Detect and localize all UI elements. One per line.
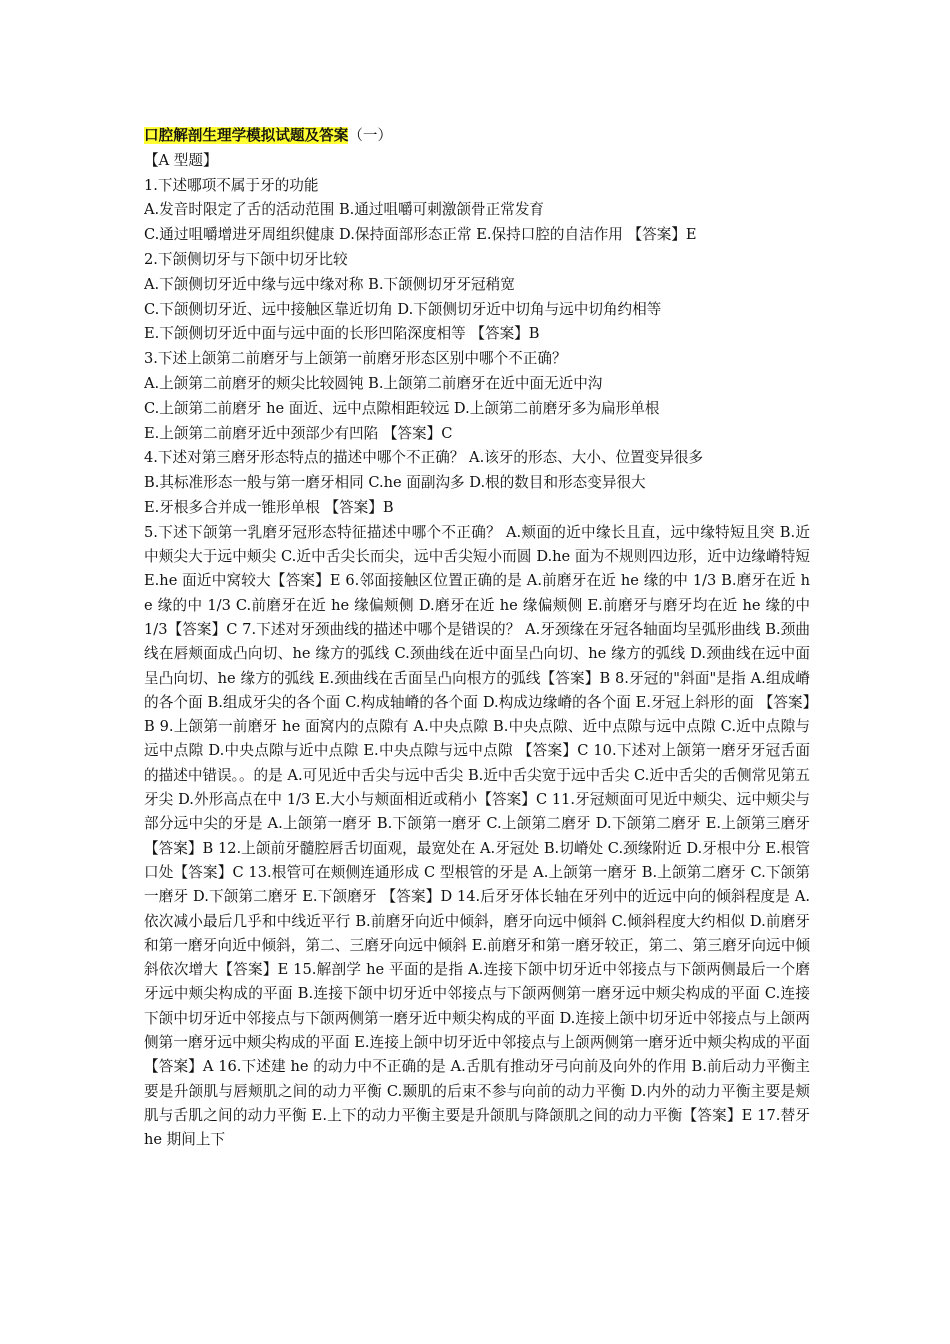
question-line: 2.下颌侧切牙与下颌中切牙比较: [144, 250, 348, 268]
document-title: [144, 124, 810, 149]
question-line: C.下颌侧切牙近、远中接触区靠近切角 D.下颌侧切牙近中切角与远中切角约相等: [144, 300, 662, 318]
question-line: 4.下述对第三磨牙形态特点的描述中哪个不正确？ A.该牙的形态、大小、位置变异很多: [144, 449, 704, 467]
question-line: A.发音时限定了舌的活动范围 B.通过咀嚼可刺激颌骨正常发育: [144, 201, 545, 219]
question-line: E.下颌侧切牙近中面与远中面的长形凹陷深度相等 【答案】B: [144, 325, 540, 343]
question-line: C.上颌第二前磨牙 he 面近、远中点隙相距较远 D.上颌第二前磨牙多为扁形单根: [144, 399, 660, 417]
question-line: 1.下述哪项不属于牙的功能: [144, 176, 319, 194]
question-line: B.其标准形态一般与第一磨牙相同 C.he 面副沟多 D.根的数目和形态变异很大: [144, 474, 646, 492]
question-paragraph: [144, 521, 810, 1153]
question-line: E.上颌第二前磨牙近中颈部少有凹陷 【答案】C: [144, 424, 453, 442]
section-heading: 【A 型题】: [144, 151, 218, 169]
title-suffix: （一）: [348, 127, 393, 144]
document-page: [144, 124, 810, 1152]
question-line: 3.下述上颌第二前磨牙与上颌第一前磨牙形态区别中哪个不正确？: [144, 350, 567, 368]
question-line: A.下颌侧切牙近中缘与远中缘对称 B.下颌侧切牙牙冠稍宽: [144, 275, 515, 293]
question-line: C.通过咀嚼增进牙周组织健康 D.保持面部形态正常 E.保持口腔的自洁作用 【答案】E: [144, 226, 697, 244]
question-paragraph-text: 5.下述下颌第一乳磨牙冠形态特征描述中哪个不正确？ A.颊面的近中缘长且直，远中缘特短且突 B.近中颊尖大于远中颊尖 C.近中舌尖长而尖，远中舌尖短小而圆 D.he 面为不规则四边形，近中边缘嵴特短 E.he 面近中窝较大【答案】E 6.邻面接触区位置正确的是 A.前磨牙在近 he 缘的中 1/3 B.磨牙在近 he 缘的中 1/3 C.前磨牙在近 he 缘偏颊侧 D.磨牙在近 he 缘偏颊侧 E.前磨牙与磨牙均在近 he 缘的中 1/3【答案】C 7.下述对牙颈曲线的描述中哪个是错误的？ A.牙颈缘在牙冠各轴面均呈弧形曲线 B.颈曲线在唇颊面成凸向切、he 缘方的弧线 C.颈曲线在近中面呈凸向切、he 缘方的弧线 D.颈曲线在远中面呈凸向切、he 缘方的弧线 E.颈曲线在舌面呈凸向根方的弧线【答案】B 8.牙冠的"斜面"是指 A.组成嵴的各个面 B.组成牙尖的各个面 C.构成轴嵴的各个面 D.构成边缘嵴的各个面 E.牙冠上斜形的面 【答案】B 9.上颌第一前磨牙 he 面窝内的点隙有 A.中央点隙 B.中央点隙、近中点隙与远中点隙 C.近中点隙与远中点隙 D.中央点隙与近中点隙 E.中央点隙与远中点隙 【答案】C 10.下述对上颌第一磨牙牙冠舌面的描述中错误。。的是 A.可见近中舌尖与远中舌尖 B.近中舌尖宽于远中舌尖 C.近中舌尖的舌侧常见第五牙尖 D.外形高点在中 1/3 E.大小与颊面相近或稍小【答案】C 11.牙冠颊面可见近中颊尖、远中颊尖与部分远中尖的牙是 A.上颌第一磨牙 B.下颌第一磨牙 C.上颌第二磨牙 D.下颌第二磨牙 E.上颌第三磨牙 【答案】B 12.上颌前牙髓腔唇舌切面观，最宽处在 A.牙冠处 B.切嵴处 C.颈缘附近 D.牙根中分 E.根管口处【答案】C 13.根管可在颊侧连通形成 C 型根管的牙是 A.上颌第一磨牙 B.上颌第二磨牙 C.下颌第一磨牙 D.下颌第二磨牙 E.下颌磨牙 【答案】D 14.后牙牙体长轴在牙列中的近远中向的倾斜程度是 A.依次减小最后几乎和中线近平行 B.前磨牙向近中倾斜，磨牙向远中倾斜 C.倾斜程度大约相似 D.前磨牙和第一磨牙向近中倾斜，第二、三磨牙向远中倾斜 E.前磨牙和第一磨牙较正，第二、第三磨牙向远中倾斜依次增大【答案】E 15.解剖学 he 平面的是指 A.连接下颌中切牙近中邻接点与下颌两侧最后一个磨牙远中颊尖构成的平面 B.连接下颌中切牙近中邻接点与下颌两侧第一磨牙远中颊尖构成的平面 C.连接下颌中切牙近中邻接点与下颌两侧第一磨牙近中颊尖构成的平面 D.连接上颌中切牙近中邻接点与上颌两侧第一磨牙远中颊尖构成的平面 E.连接上颌中切牙近中邻接点与上颌两侧第一磨牙近中颊尖构成的平面【答案】A 16.下述建 he 的动力中不正确的是 A.舌肌有推动牙弓向前及向外的作用 B.前后动力平衡主要是升颌肌与唇颊肌之间的动力平衡 C.颞肌的后束不参与向前的动力平衡 D.内外的动力平衡主要是颊肌与舌肌之间的动力平衡 E.上下的动力平衡主要是升颌肌与降颌肌之间的动力平衡【答案】E 17.替牙 he 期间上下: [144, 523, 810, 1149]
question-line: E.牙根多合并成一锥形单根 【答案】B: [144, 498, 394, 516]
question-line: A.上颌第二前磨牙的颊尖比较圆钝 B.上颌第二前磨牙在近中面无近中沟: [144, 374, 603, 392]
title-highlighted: 口腔解剖生理学模拟试题及答案: [144, 127, 349, 144]
